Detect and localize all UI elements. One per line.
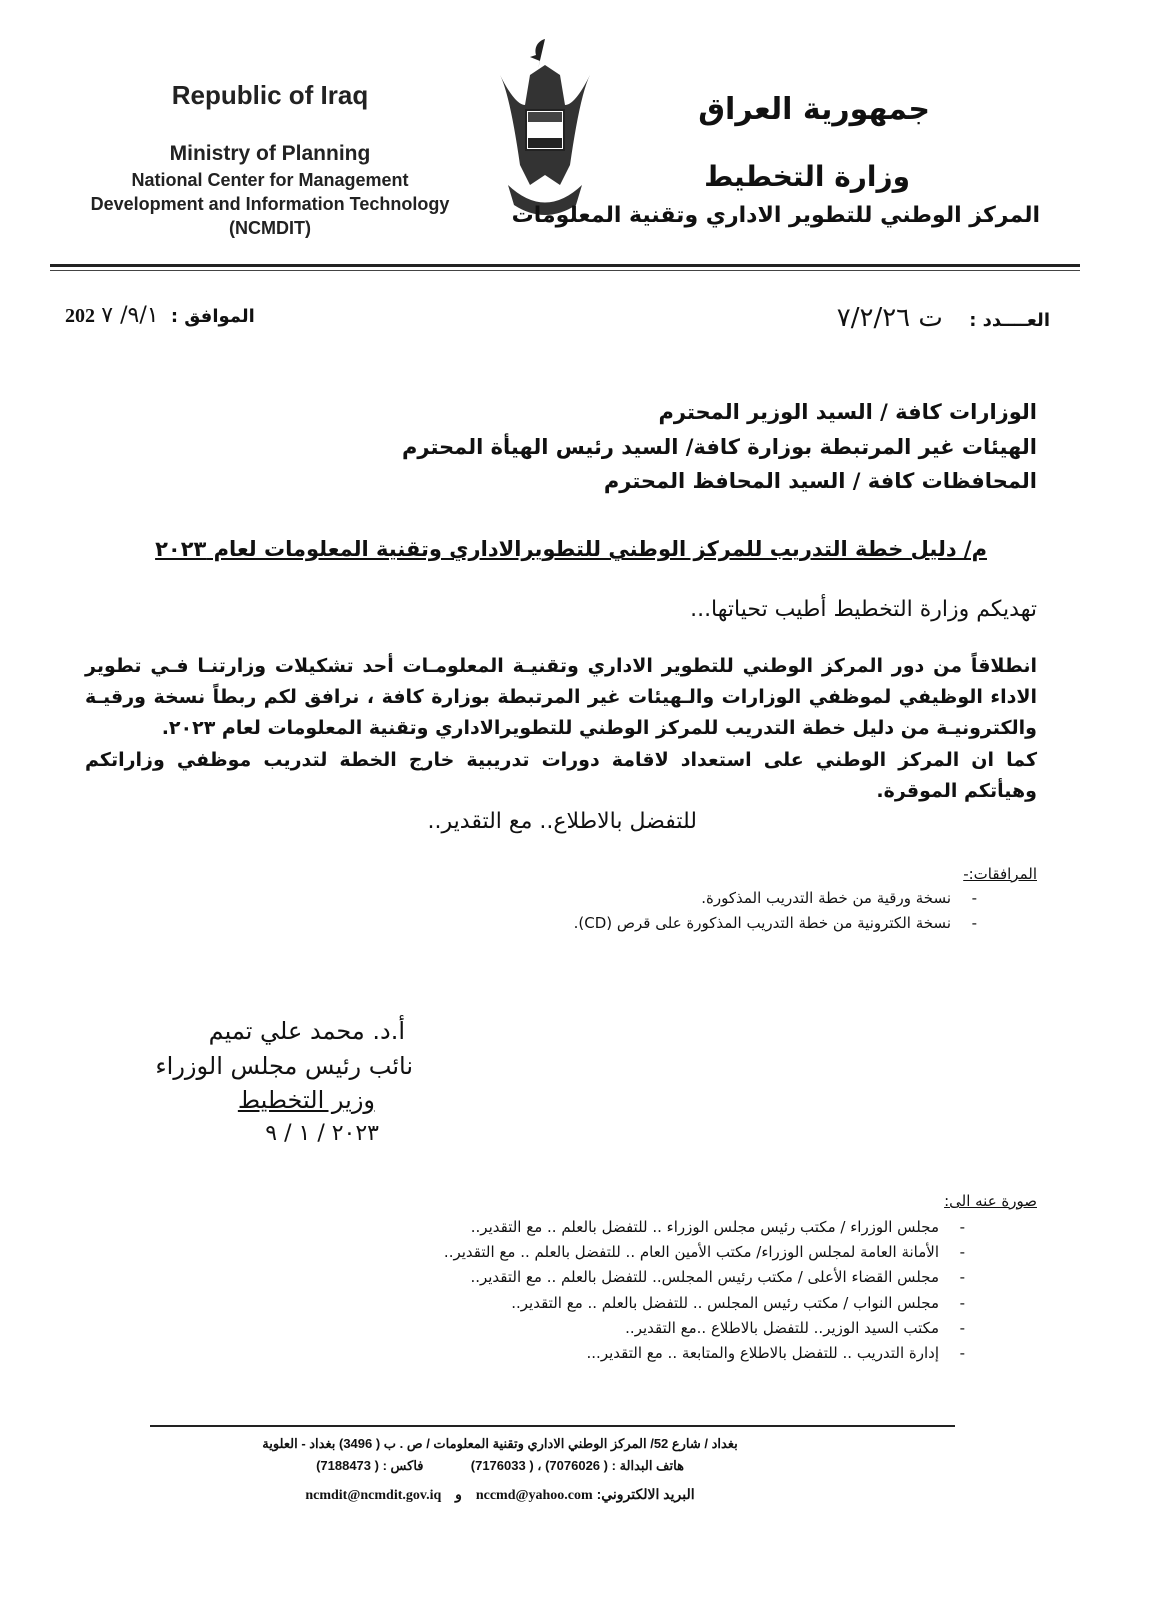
copy-item: -مجلس القضاء الأعلى / مكتب رئيس المجلس.. للتفضل بالعلم .. مع التقدير..: [470, 1268, 965, 1286]
body-paragraph: كما ان المركز الوطني على استعداد لاقامة دورات تدريبية خارج الخطة لتدريب موظفي وزاراتكم وهيأتكم الموقرة.: [85, 749, 1037, 802]
phone-values: ( 7076026) ، ( 7176033): [470, 1458, 608, 1473]
email-link-1[interactable]: nccmd@yahoo.com: [475, 1488, 593, 1503]
recipient-line: الهيئات غير المرتبطة بوزارة كافة/ السيد رئيس الهيأة المحترم: [401, 435, 1037, 459]
email-label: البريد الالكتروني:: [596, 1486, 695, 1502]
number-value: ت ٧/٢/٢٦: [836, 303, 943, 333]
number-label: العــــدد :: [969, 310, 1050, 331]
footer-rule: [150, 1425, 955, 1427]
body-paragraph: انطلاقاً من دور المركز الوطني للتطوير الاداري وتقنيـة المعلومـات أحد تشكيلات وزارتنـا فـي تطوير الاداء الوظيفي لموظفي الوزارات والـهيئات غير المرتبطة بوزارة كافة ، نرافق لكم ربطاً نسخة ورقيـة والكترونيـة من دليل خطة التدريب للمركز الوطني للتطويرالاداري وتقنية المعلومات لعام ٢٠٢٣.: [85, 655, 1037, 739]
closing: للتفضل بالاطلاع.. مع التقدير..: [427, 809, 697, 834]
header-ar-center: المركز الوطني للتطوير الاداري وتقنية المعلومات: [511, 203, 1040, 228]
copy-item: -الأمانة العامة لمجلس الوزراء/ مكتب الأمين العام .. للتفضل بالعلم .. مع التقدير..: [443, 1243, 965, 1261]
signature-title-2: وزير التخطيط: [237, 1086, 375, 1114]
iraq-emblem-icon: [490, 35, 600, 215]
footer-phones: [150, 1458, 850, 1474]
header-en-center-line2: Development and Information Technology: [90, 194, 450, 214]
fax-value: ( 7188473): [316, 1458, 379, 1473]
recipient-line: المحافظات كافة / السيد المحافظ المحترم: [603, 469, 1037, 493]
signature-name: أ.د. محمد علي تميم: [208, 1017, 405, 1045]
copies-label: صورة عنه الى:: [944, 1192, 1037, 1210]
reference-number: [837, 303, 1050, 333]
header-en-center-line1: National Center for Management: [131, 170, 409, 190]
fax-label: فاكس :: [382, 1458, 424, 1473]
footer-address: بغداد / شارع 52/ المركز الوطني الاداري وتقنية المعلومات / ص . ب ( 3496) بغداد - العلوية: [262, 1436, 738, 1451]
header-en-ministry: Ministry of Planning: [169, 142, 371, 165]
reference-date: [65, 303, 255, 328]
signature-date: ٢٠٢٣ / ١ / ٩: [265, 1121, 379, 1146]
email-link-2[interactable]: ncmdit@ncmdit.gov.iq: [305, 1488, 442, 1503]
date-label: الموافق :: [170, 306, 255, 327]
email-and: و: [455, 1486, 462, 1502]
copy-item: -إدارة التدريب .. للتفضل بالاطلاع والمتابعة .. مع التقدير...: [586, 1344, 965, 1362]
attachment-item: -نسخة الكترونية من خطة التدريب المذكورة على قرص (CD).: [573, 914, 977, 932]
attachment-item: -نسخة ورقية من خطة التدريب المذكورة.: [701, 889, 977, 907]
copy-item: -مكتب السيد الوزير.. للتفضل بالاطلاع ..مع التقدير..: [625, 1319, 965, 1337]
header-en-abbr: (NCMDIT): [229, 218, 311, 238]
header-ar-country: جمهورية العراق: [698, 92, 930, 127]
copy-item: -مجلس النواب / مكتب رئيس المجلس .. للتفضل بالعلم .. مع التقدير..: [511, 1294, 965, 1312]
date-year: 202: [65, 305, 95, 327]
footer-email: [150, 1486, 850, 1504]
signature-title-1: نائب رئيس مجلس الوزراء: [155, 1052, 413, 1080]
header-ar-ministry: وزارة التخطيط: [704, 160, 910, 193]
date-value: ٩/١/ ٧: [101, 303, 159, 328]
recipient-line: الوزارات كافة / السيد الوزير المحترم: [658, 400, 1037, 424]
attachments-label: المرافقات:-: [963, 865, 1037, 883]
copy-item: -مجلس الوزراء / مكتب رئيس مجلس الوزراء .. للتفضل بالعلم .. مع التقدير..: [470, 1218, 965, 1236]
subject: م/ دليل خطة التدريب للمركز الوطني للتطويرالاداري وتقنية المعلومات لعام ٢٠٢٣: [155, 537, 987, 561]
header-en-country: Republic of Iraq: [171, 80, 369, 110]
greeting: تهديكم وزارة التخطيط أطيب تحياتها...: [690, 597, 1037, 622]
phone-label: هاتف البدالة :: [611, 1458, 684, 1473]
